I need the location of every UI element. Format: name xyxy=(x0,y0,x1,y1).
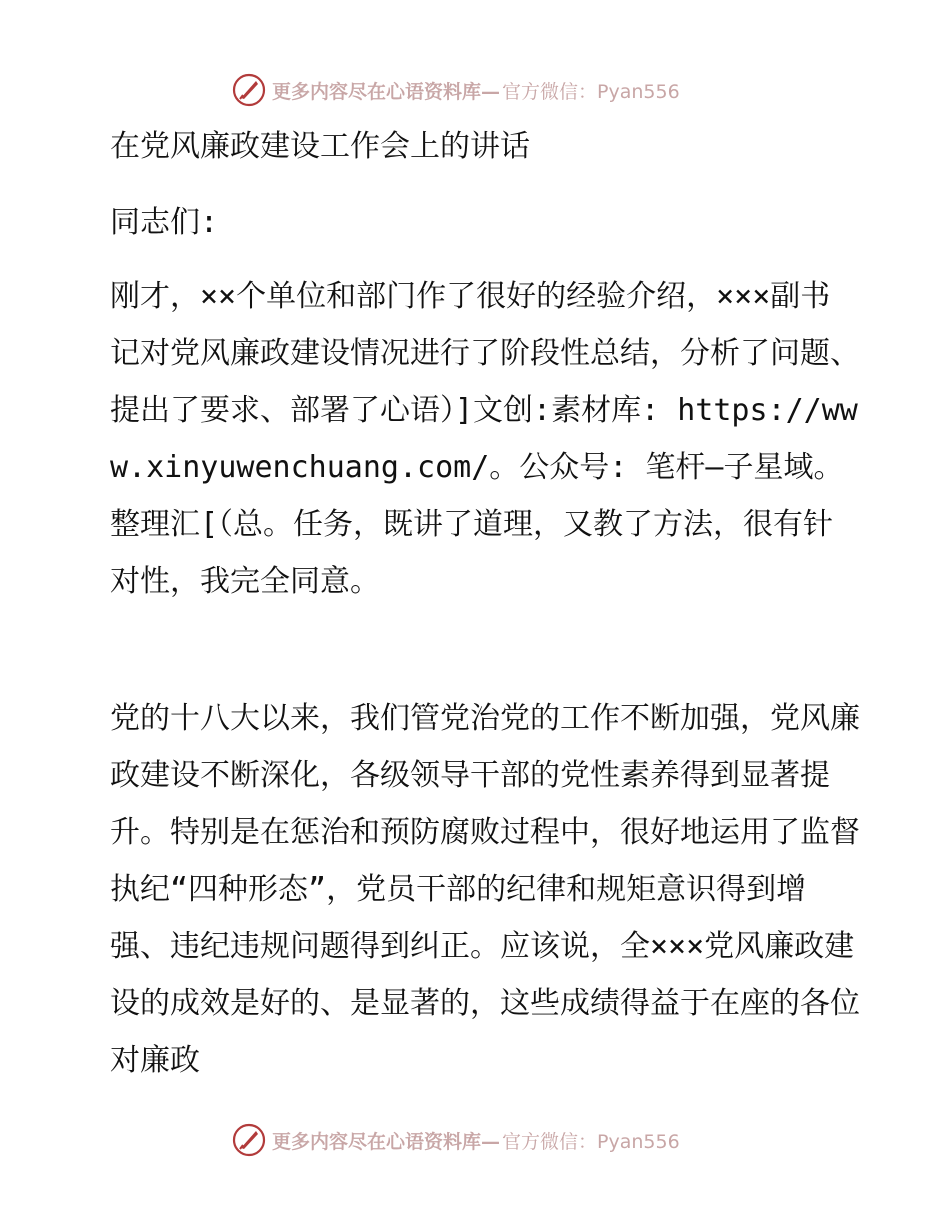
paragraph-1: 刚才，××个单位和部门作了很好的经验介绍，×××副书记对党风廉政建设情况进行了阶段性总结，分析了问题、提出了要求、部署了心语）]文创:素材库: https://www.xinyuwenchuang.com/。公众号: 笔杆—子星域。整理汇[（总。任务，既讲了道理，又教了方法，很有针对性，我完全同意。 xyxy=(110,279,860,599)
watermark-slogan: 更多内容尽在心语资料库— xyxy=(272,80,501,103)
document-title: 在党风廉政建设工作会上的讲话 xyxy=(110,129,530,164)
paragraph-2: 党的十八大以来，我们管党治党的工作不断加强，党风廉政建设不断深化，各级领导干部的党性素养得到显著提升。特别是在惩治和预防腐败过程中，很好地运用了监督执纪“四种形态”，党员干部的纪律和规矩意识得到增强、违纪违规问题得到纠正。应该说，全×××党风廉政建设的成效是好的、是显著的，这些成绩得益于在座的各位对廉政 xyxy=(110,701,860,1078)
watermark-wechat: 官方微信：Pyan556 xyxy=(502,80,680,103)
watermark-slogan: 更多内容尽在心语资料库— xyxy=(272,1130,501,1153)
footer-watermark xyxy=(232,1122,680,1158)
salutation: 同志们: xyxy=(110,205,219,240)
quill-logo-icon xyxy=(232,73,266,107)
quill-logo-icon xyxy=(232,1123,266,1157)
header-watermark xyxy=(232,72,680,108)
watermark-wechat: 官方微信：Pyan556 xyxy=(502,1130,680,1153)
